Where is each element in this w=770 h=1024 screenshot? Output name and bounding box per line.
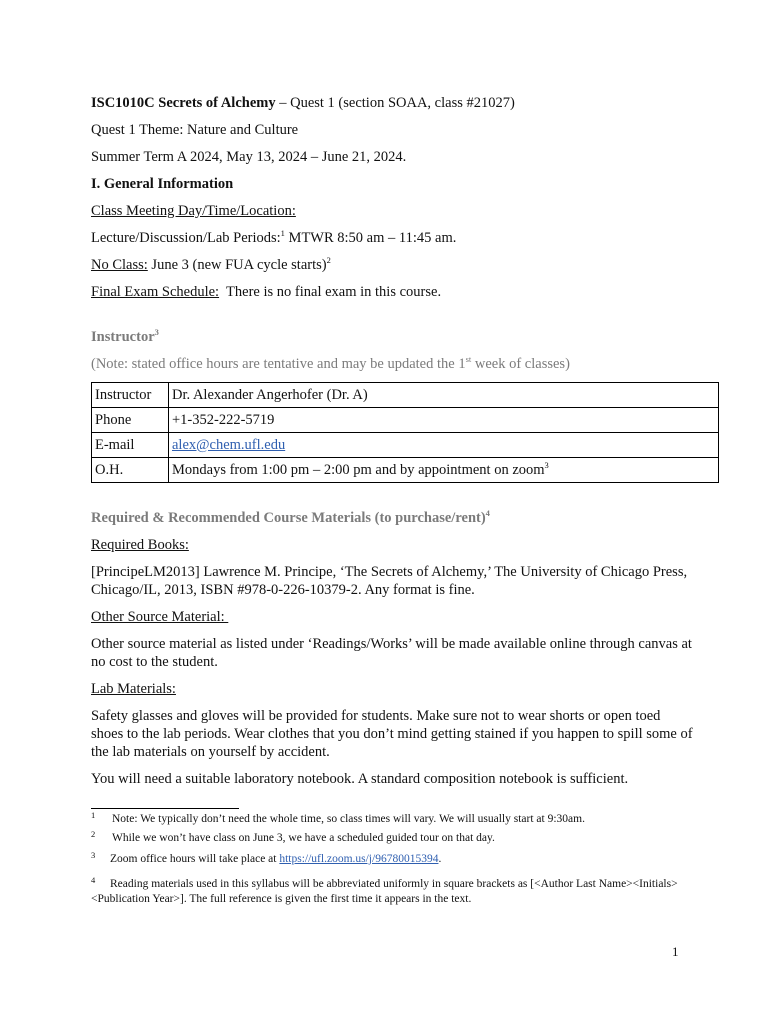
course-title-line <box>91 94 693 112</box>
footnote-ref-1[interactable]: 1 <box>280 228 285 238</box>
quest-theme: Quest 1 Theme: Nature and Culture <box>91 122 299 138</box>
row-value: Dr. Alexander Angerhofer (Dr. A) <box>169 383 719 408</box>
table-row <box>92 458 719 483</box>
email-link[interactable]: alex@chem.ufl.edu <box>172 436 286 453</box>
final-exam-label: Final Exam Schedule: <box>91 284 220 300</box>
no-class-line <box>91 256 693 274</box>
footnote-text: While we won’t have class on June 3, we have a scheduled guided tour on that day. <box>112 832 495 844</box>
footnote-ref-3[interactable]: 3 <box>154 327 159 337</box>
lecture-time: MTWR 8:50 am – 11:45 am. <box>284 230 457 246</box>
table-row <box>92 433 719 458</box>
no-class-label: No Class: <box>91 257 148 273</box>
materials-heading-text: Required & Recommended Course Materials (to purchase/rent) <box>91 510 486 526</box>
footnote-text: Reading materials used in this syllabus will be abbreviated uniformly in square brackets as [<Author Last Name><Initials><Publication Year>]. The full reference is given the first time it appears in the text. <box>91 878 678 905</box>
footnote-3: 3 Zoom office hours will take place at https://ufl.zoom.us/j/96780015394. <box>91 850 442 865</box>
instructor-heading-text: Instructor <box>91 329 155 345</box>
footnote-divider <box>91 808 239 809</box>
row-label: Instructor <box>92 383 169 408</box>
instructor-table <box>91 382 719 483</box>
lab-materials-text: Safety glasses and gloves will be provided for students. Make sure not to wear shorts or open toed shoes to the lab periods. Wear clothes that you don’t mind getting stained if you happen to spill some of the lab materials on yourself by accident. <box>91 708 693 760</box>
term-dates: Summer Term A 2024, May 13, 2024 – June 21, 2024. <box>91 149 407 165</box>
zoom-link[interactable]: https://ufl.zoom.us/j/96780015394 <box>279 853 439 865</box>
row-label: O.H. <box>92 458 169 483</box>
note-ordinal: st <box>465 354 472 364</box>
note-part-b: week of classes) <box>471 356 570 372</box>
footnote-text: Note: We typically don’t need the whole time, so class times will vary. We will usually start at 9:30am. <box>112 813 585 825</box>
lecture-label: Lecture/Discussion/Lab Periods: <box>91 230 281 246</box>
lab-materials-label: Lab Materials: <box>91 681 176 697</box>
syllabus-page <box>91 94 693 907</box>
table-row <box>92 408 719 433</box>
other-source-text: Other source material as listed under ‘Readings/Works’ will be made available online through canvas at no cost to the student. <box>91 636 692 670</box>
office-hours-note <box>91 355 693 373</box>
course-section: – Quest 1 (section SOAA, class #21027) <box>275 95 515 111</box>
footnote-1: 1 Note: We typically don’t need the whole time, so class times will vary. We will usually start at 9:30am. <box>91 810 585 825</box>
email-cell <box>169 433 719 458</box>
footnote-2: 2 While we won’t have class on June 3, we have a scheduled guided tour on that day. <box>91 829 495 844</box>
row-value <box>169 458 719 483</box>
course-code: ISC1010C Secrets of Alchemy <box>91 95 276 111</box>
note-part-a: (Note: stated office hours are tentative and may be updated the 1 <box>91 356 466 372</box>
footnote-text-end: . <box>438 853 442 865</box>
row-value: +1-352-222-5719 <box>169 408 719 433</box>
required-books-label: Required Books: <box>91 537 189 553</box>
row-label: Phone <box>92 408 169 433</box>
page-number: 1 <box>672 944 679 959</box>
required-books-text: [PrincipeLM2013] Lawrence M. Principe, ‘The Secrets of Alchemy,’ The University of Chicago Press, Chicago/IL, 2013, ISBN #978-0-226-10379-2. Any format is fine. <box>91 564 688 598</box>
final-exam-line <box>91 283 693 301</box>
footnote-ref-3b[interactable]: 3 <box>544 459 549 470</box>
notebook-text: You will need a suitable laboratory notebook. A standard composition notebook is sufficient. <box>91 771 629 787</box>
instructor-heading <box>91 328 693 346</box>
no-class-text: June 3 (new FUA cycle starts) <box>147 257 327 273</box>
lecture-periods <box>91 229 693 247</box>
materials-heading <box>91 509 693 527</box>
meeting-label: Class Meeting Day/Time/Location: <box>91 203 296 219</box>
footnote-ref-2[interactable]: 2 <box>326 255 331 265</box>
footnote-text: Zoom office hours will take place at <box>110 853 280 865</box>
footnote-4: 4 Reading materials used in this syllabus will be abbreviated uniformly in square brackets as [<Author Last Name><Initials><Publication Year>]. The full reference is given the first time it appears in the text. <box>91 875 678 905</box>
general-info-heading: I. General Information <box>91 176 234 192</box>
final-exam-text: There is no final exam in this course. <box>219 284 442 300</box>
row-label: E-mail <box>92 433 169 458</box>
office-hours-text: Mondays from 1:00 pm – 2:00 pm and by appointment on zoom <box>172 461 545 478</box>
table-row <box>92 383 719 408</box>
footnote-ref-4[interactable]: 4 <box>485 508 490 518</box>
other-source-label: Other Source Material: <box>91 609 229 625</box>
